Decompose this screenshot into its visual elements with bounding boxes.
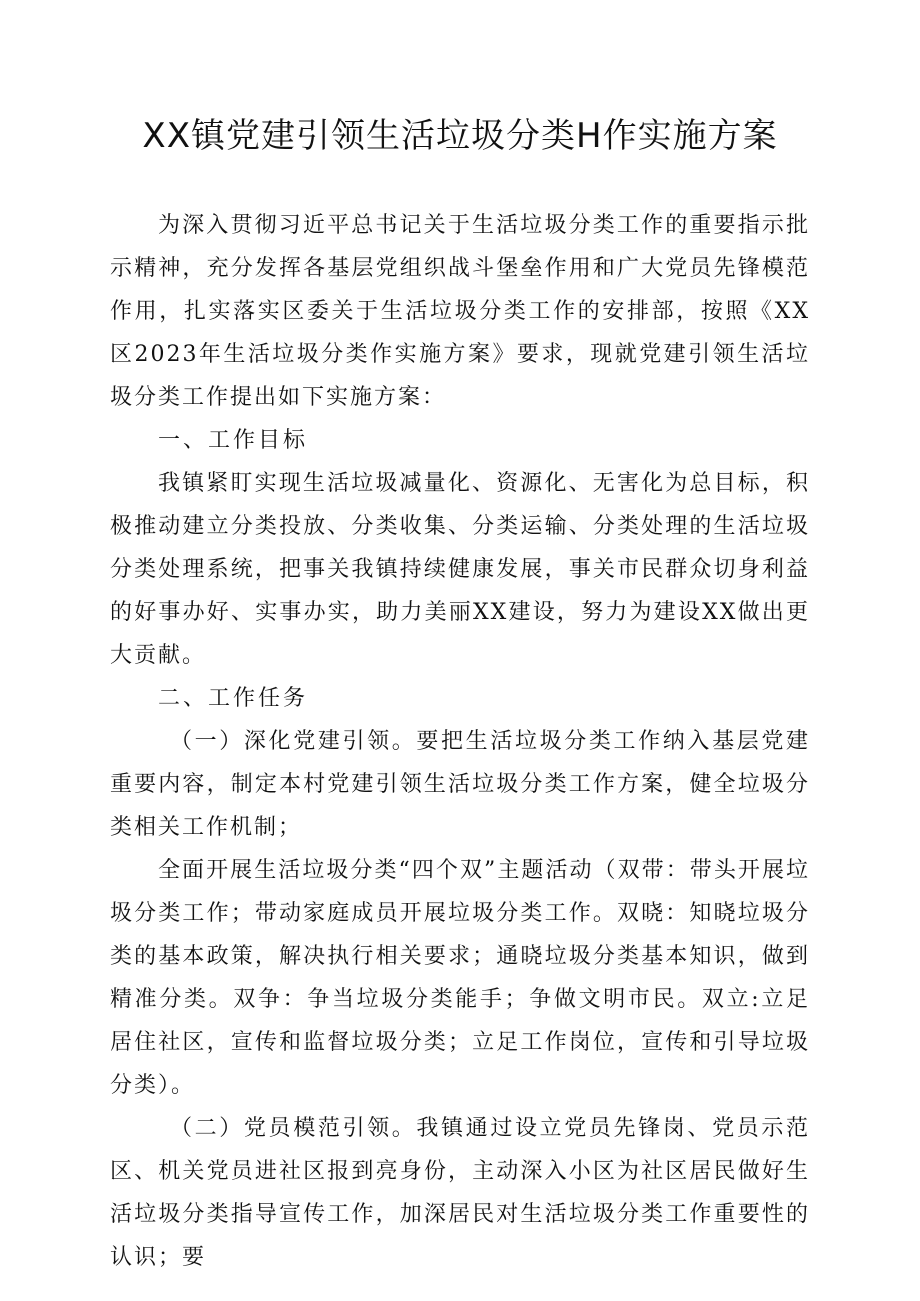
task-two-paragraph: （二）党员模范引领。我镇通过设立党员先锋岗、党员示范区、机关党员进社区报到亮身份，主动深入小区为社区居民做好生活垃圾分类指导宣传工作，加深居民对生活垃圾分类工作重要性的认识；要	[110, 1116, 810, 1270]
four-doubles-paragraph: 全面开展生活垃圾分类“四个双”主题活动（双带：带头开展垃圾分类工作；带动家庭成员开展垃圾分类工作。双晓：知晓垃圾分类的基本政策，解决执行相关要求；通晓垃圾分类基本知识，做到精准分类。双争：争当垃圾分类能手；争做文明市民。双立:立足居住社区，宣传和监督垃圾分类；立足工作岗位，宣传和引导垃圾分类）。	[110, 858, 810, 1098]
document-body	[110, 204, 810, 1279]
section-heading-tasks: 二、工作任务	[158, 686, 309, 711]
section-heading-goals: 一、工作目标	[158, 428, 309, 453]
goals-paragraph: 我镇紧盯实现生活垃圾减量化、资源化、无害化为总目标，积极推动建立分类投放、分类收集、分类运输、分类处理的生活垃圾分类处理系统，把事关我镇持续健康发展，事关市民群众切身利益的好事办好、实事办实，助力美丽XX建设，努力为建设XX做出更大贡献。	[110, 471, 810, 668]
document-title: XX镇党建引领生活垃圾分类H作实施方案	[142, 116, 778, 156]
intro-paragraph: 为深入贯彻习近平总书记关于生活垃圾分类工作的重要指示批示精神，充分发挥各基层党组织战斗堡垒作用和广大党员先锋模范作用，扎实落实区委关于生活垃圾分类工作的安排部，按照《XX区2023年生活垃圾分类作实施方案》要求，现就党建引领生活垃圾分类工作提出如下实施方案：	[110, 213, 810, 410]
task-one-paragraph: （一）深化党建引领。要把生活垃圾分类工作纳入基层党建重要内容，制定本村党建引领生活垃圾分类工作方案，健全垃圾分类相关工作机制；	[110, 729, 810, 840]
